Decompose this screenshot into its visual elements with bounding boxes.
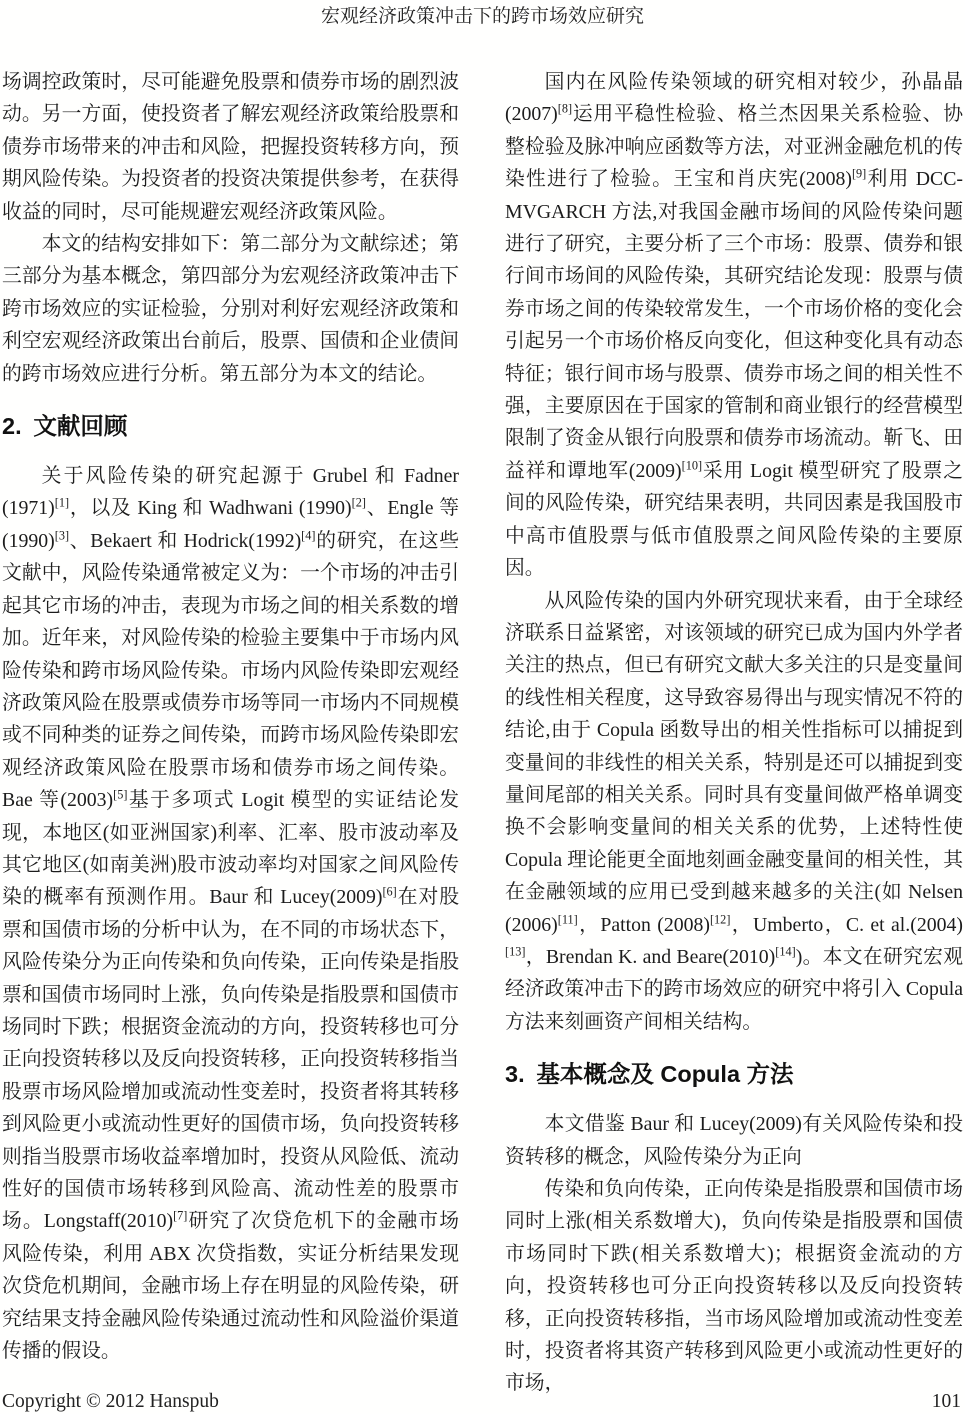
text-run: 基于多项式 Logit 模型的实证结论发现，本地区(如亚洲国家)利率、汇率、股市波动率及其它地区(如南美洲)股市波动率均对国家之间风险传染的概率有预测作用。Baur 和 Lucey(2009)	[2, 789, 459, 909]
left-text-column	[2, 66, 459, 1367]
copyright-text: Copyright © 2012 Hanspub	[2, 1391, 219, 1412]
citation-ref: [7]	[173, 1208, 188, 1223]
text-run: 本文的结构安排如下：第二部分为文献综述；第三部分为基本概念，第四部分为宏观经济政策冲击下跨市场效应的实证检验，分别对利好宏观经济政策和利空宏观经济政策出台前后，股票、国债和企业债间的跨市场效应进行分析。第五部分为本文的结论。	[2, 233, 459, 385]
citation-ref: [8]	[557, 101, 573, 116]
citation-ref: [1]	[54, 495, 70, 510]
section-heading: 2. 文献回顾	[2, 413, 128, 440]
paragraph	[2, 66, 459, 228]
citation-ref: [13]	[505, 944, 526, 959]
paragraph	[2, 460, 459, 1367]
citation-ref: [5]	[113, 787, 128, 802]
paragraph	[2, 228, 459, 390]
paragraph	[505, 1108, 963, 1173]
text-run: 、Engle 等(1990)	[2, 497, 459, 552]
citation-ref: [9]	[851, 166, 867, 181]
text-run: 本文借鉴 Baur 和 Lucey(2009)有关风险传染和投资转移的概念，风险传染分为正向	[505, 1113, 963, 1168]
citation-ref: [6]	[382, 884, 397, 899]
text-run: 国内在风险传染领域的研究相对较少，孙晶晶(2007)	[505, 71, 963, 126]
text-run: 利用 DCC-MVGARCH 方法,对我国金融市场间的风险传染问题进行了研究，主要分析了三个市场：股票、债券和银行间市场间的风险传染，其研究结论发现：股票与债券市场之间的传染较常发生，一个市场价格的变化会引起另一个市场价格反向变化，但这种变化具有动态特征；银行间市场与股票、债券市场之间的相关性不强，主要原因在于国家的管制和商业银行的经营模型限制了资金从银行向股票和债券市场流动。靳飞、田益祥和谭地军(2009)	[505, 168, 963, 482]
section-heading: 3. 基本概念及 Copula 方法	[505, 1061, 794, 1088]
text-run: 研究了次贷危机下的金融市场风险传染，利用 ABX 次贷指数，实证分析结果发现次贷危机期间，金融市场上存在明显的风险传染，研究结果支持金融风险传染通过流动性和风险溢价渠道传播的假设。	[2, 1210, 459, 1363]
paragraph	[505, 585, 963, 1039]
citation-ref: [4]	[301, 528, 316, 543]
text-run: 采用 Logit 模型研究了股票之间的风险传染，研究结果表明，共同因素是我国股市中高市值股票与低市值股票之间风险传染的主要原因。	[505, 459, 963, 580]
text-run: ，以及 King 和 Wadhwani (1990)	[69, 497, 352, 520]
text-run: ，Patton (2008)	[577, 913, 710, 936]
text-run: )。本文在研究宏观经济政策冲击下的跨市场效应的研究中将引入 Copula 方法来刻画资产间相关结构。	[505, 945, 964, 1033]
text-run: ，Brendan K. and Beare(2010)	[525, 945, 776, 968]
text-run: 场调控政策时，尽可能避免股票和债券市场的剧烈波动。另一方面，使投资者了解宏观经济政策给股票和债券市场带来的冲击和风险，把握投资转移方向，预期风险传染。为投资者的投资决策提供参考，在获得收益的同时，尽可能规避宏观经济政策风险。	[2, 71, 459, 223]
paragraph	[505, 66, 963, 585]
right-text-column	[505, 66, 963, 1400]
citation-ref: [11]	[557, 911, 578, 926]
text-run: 运用平稳性检验、格兰杰因果关系检验、协整检验及脉冲响应函数等方法，对亚洲金融危机的传染性进行了检验。王宝和肖庆宪(2008)	[505, 103, 963, 191]
citation-ref: [10]	[681, 458, 703, 473]
text-run: ，Umberto，C. et al.(2004)	[730, 913, 963, 936]
text-run: 传染和负向传染，正向传染是指股票和国债市场同时上涨(相关系数增大)，负向传染是指股票和国债市场同时下跌(相关系数增大)；根据资金流动的方向，投资转移也可分正向投资转移以及反向投资转移，正向投资转移指，当市场风险增加或流动性变差时，投资者将其资产转移到风险更小或流动性更好的市场，	[505, 1178, 963, 1395]
text-run: 的研究，在这些文献中，风险传染通常被定义为：一个市场的冲击引起其它市场的冲击，表现为市场之间的相关系数的增加。近年来，对风险传染的检验主要集中于市场内风险传染和跨市场风险传染。市场内风险传染即宏观经济政策风险在股票或债券市场等同一市场内不同规模或不同种类的证券之间传染，而跨市场风险传染即宏观经济政策风险在股票市场和债券市场之间传染。Bae 等(2003)	[2, 529, 459, 812]
citation-ref: [12]	[709, 911, 731, 926]
page-footer	[2, 1390, 961, 1414]
text-run: 关于风险传染的研究起源于 Grubel 和 Fadner (1971)	[2, 465, 459, 520]
text-run: 在对股票和国债市场的分析中认为，在不同的市场状态下，风险传染分为正向传染和负向传染，正向传染是指股票和国债市场同时上涨，负向传染是指股票和国债市场同时下跌；根据资金流动的方向，投资转移也可分正向投资转移以及反向投资转移，正向投资转移指当股票市场风险增加或流动性变差时，投资者将其转移到风险更小或流动性更好的国债市场，负向投资转移则指当股票市场收益率增加时，投资从风险低、流动性好的国债市场转移到风险高、流动性差的股票市场。Longstaff(2010)	[2, 886, 459, 1233]
citation-ref: [2]	[351, 495, 366, 510]
citation-ref: [14]	[775, 944, 796, 959]
citation-ref: [3]	[54, 528, 70, 543]
page-number: 101	[931, 1391, 961, 1412]
paragraph	[505, 1173, 963, 1400]
text-run: 、Bekaert 和 Hodrick(1992)	[69, 529, 302, 552]
text-run: 从风险传染的国内外研究现状来看，由于全球经济联系日益紧密，对该领域的研究已成为国内外学者关注的热点，但已有研究文献大多关注的只是变量间的线性相关程度，这导致容易得出与现实情况不符的结论,由于 Copula 函数导出的相关性指标可以捕捉到变量间的非线性的相关关系，特别是还可以捕捉到变量间尾部的相关关系。同时具有变量间做严格单调变换不会影响变量间的相关关系的优势，上述特性使 Copula 理论能更全面地刻画金融变量间的相关性，其在金融领域的应用已受到越来越多的关注(如 Nelsen (2006)	[505, 589, 963, 936]
running-head-title: 宏观经济政策冲击下的跨市场效应研究	[320, 6, 644, 27]
